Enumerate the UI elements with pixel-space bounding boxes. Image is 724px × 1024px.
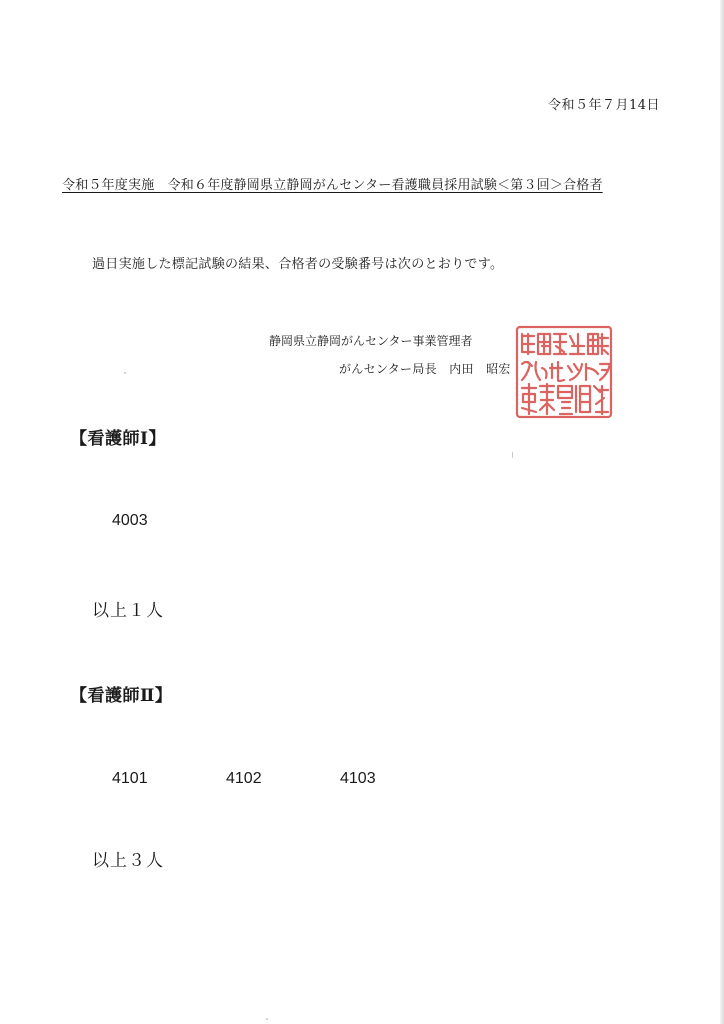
page-edge bbox=[720, 0, 724, 1024]
exam-number: 4101 bbox=[112, 770, 148, 787]
section-heading-nurse-1: 【看護師Ⅰ】 bbox=[70, 429, 166, 449]
scan-speck bbox=[266, 1018, 268, 1020]
section-total-nurse-1: 以上１人 bbox=[92, 601, 164, 621]
document-date: 令和５年７月14日 bbox=[547, 98, 660, 113]
section-total-nurse-2: 以上３人 bbox=[92, 851, 164, 871]
exam-number: 4003 bbox=[112, 512, 148, 529]
intro-text: 過日実施した標記試験の結果、合格者の受験番号は次のとおりです。 bbox=[92, 257, 504, 272]
signer-name: がんセンター局長 内田 昭宏 bbox=[339, 362, 511, 376]
section-heading-nurse-2: 【看護師Ⅱ】 bbox=[70, 686, 173, 706]
exam-number: 4102 bbox=[226, 770, 262, 787]
scan-speck bbox=[124, 372, 126, 374]
official-seal-stamp bbox=[514, 324, 614, 420]
exam-number: 4103 bbox=[340, 770, 376, 787]
signer-organization: 静岡県立静岡がんセンター事業管理者 bbox=[269, 334, 473, 348]
scan-speck bbox=[512, 452, 513, 458]
document-title: 令和５年度実施 令和６年度静岡県立静岡がんセンター看護職員採用試験＜第３回＞合格者 bbox=[62, 178, 603, 193]
